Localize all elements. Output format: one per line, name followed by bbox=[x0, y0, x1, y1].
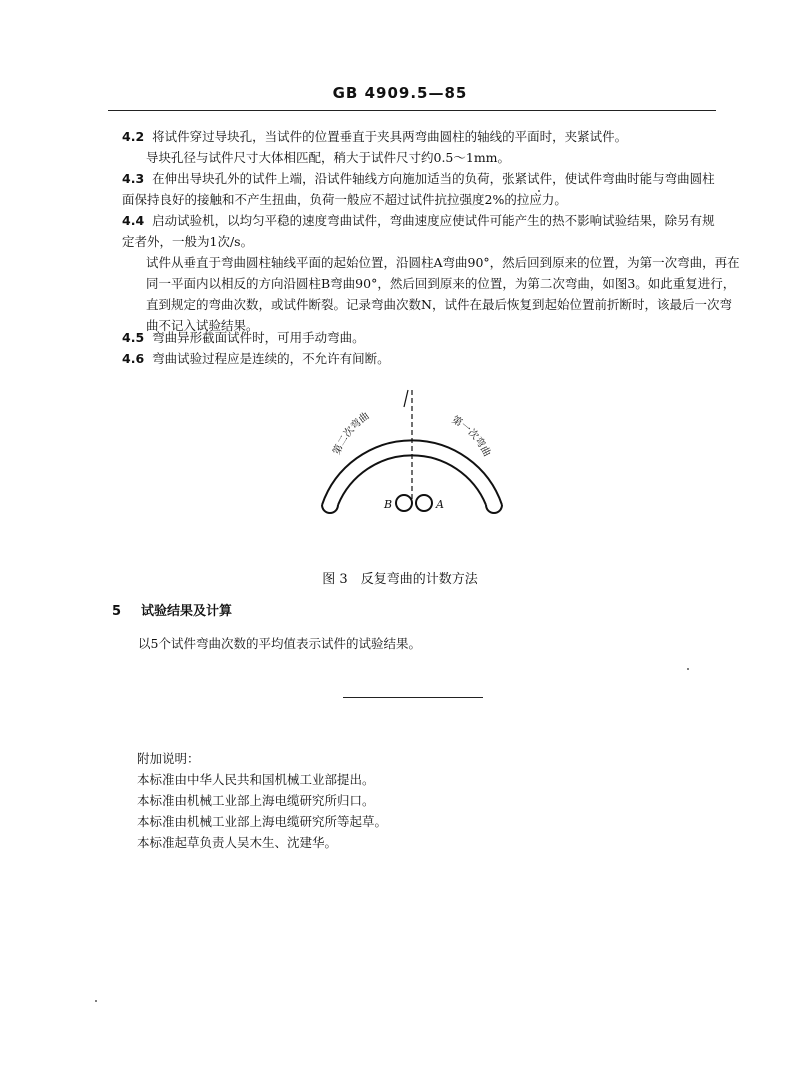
scan-speck bbox=[95, 1000, 97, 1002]
section-5-text: 以5个试件弯曲次数的平均值表示试件的试验结果。 bbox=[138, 636, 421, 651]
clause-number: 4.4 bbox=[122, 213, 145, 228]
clause-4-3 bbox=[122, 168, 718, 210]
clause-4-6 bbox=[122, 348, 718, 369]
second-bend-label: 第二次弯曲 bbox=[331, 410, 372, 457]
bending-diagram bbox=[300, 385, 540, 535]
section-number: 5 bbox=[112, 604, 122, 619]
notes-line: 本标准由中华人民共和国机械工业部提出。 bbox=[137, 772, 375, 787]
clause-text: 启动试验机，以均匀平稳的速度弯曲试件，弯曲速度应使试件可能产生的热不影响试验结果，除另有规定者外，一般为1次/s。 bbox=[122, 213, 715, 249]
notes-line: 本标准由机械工业部上海电缆研究所归口。 bbox=[137, 793, 375, 808]
notes-title: 附加说明： bbox=[137, 751, 200, 766]
additional-notes bbox=[137, 748, 387, 853]
clause-4-5 bbox=[122, 327, 718, 348]
clause-number: 4.5 bbox=[122, 330, 145, 345]
standard-code-header: GB 4909.5—85 bbox=[332, 84, 468, 102]
clause-number: 4.6 bbox=[122, 351, 145, 366]
clause-text: 试件从垂直于弯曲圆柱轴线平面的起始位置，沿圆柱A弯曲90°，然后回到原来的位置，为第一次弯曲，再在同一平面内以相反的方向沿圆柱B弯曲90°，然后回到原来的位置，为第二次弯曲，如图3。如此重复进行，直到规定的弯曲次数，或试件断裂。记录弯曲次数N，试件在最后恢复到起始位置前折断时，该最后一次弯曲不记入试验结果。 bbox=[146, 255, 740, 333]
clause-4-4-cont bbox=[122, 252, 742, 336]
label-b: B bbox=[384, 498, 393, 511]
section-5-heading bbox=[112, 600, 232, 619]
end-rule bbox=[343, 697, 483, 698]
first-bend-label: 第一次弯曲 bbox=[449, 414, 493, 459]
notes-line: 本标准由机械工业部上海电缆研究所等起草。 bbox=[137, 814, 388, 829]
right-end-cap bbox=[486, 505, 502, 513]
header-rule bbox=[108, 110, 716, 111]
clause-text: 将试件穿过导块孔，当试件的位置垂直于夹具两弯曲圆柱的轴线的平面时，夹紧试件。 bbox=[152, 129, 628, 144]
notes-line: 本标准起草负责人吴木生、沈建华。 bbox=[137, 835, 338, 850]
label-a: A bbox=[436, 498, 444, 511]
clause-4-2 bbox=[122, 126, 718, 147]
top-marker bbox=[404, 390, 408, 407]
cylinder-a bbox=[416, 495, 432, 511]
clause-4-2-cont bbox=[122, 147, 742, 168]
scan-speck bbox=[687, 668, 689, 670]
clause-number: 4.3 bbox=[122, 171, 145, 186]
clause-number: 4.2 bbox=[122, 129, 145, 144]
clause-text: 在伸出导块孔外的试件上端，沿试件轴线方向施加适当的负荷，张紧试件，使试件弯曲时能与弯曲圆柱面保持良好的接触和不产生扭曲，负荷一般应不超过试件抗拉强度2%的拉应力。 bbox=[122, 171, 715, 207]
clause-text: 导块孔径与试件尺寸大体相匹配，稍大于试件尺寸约0.5～1mm。 bbox=[146, 150, 511, 165]
clause-4-4 bbox=[122, 210, 718, 252]
clause-text: 弯曲异形截面试件时，可用手动弯曲。 bbox=[152, 330, 365, 345]
left-end-cap bbox=[322, 505, 338, 513]
scan-speck bbox=[538, 190, 540, 192]
clause-text: 弯曲试验过程应是连续的，不允许有间断。 bbox=[152, 351, 390, 366]
figure-caption: 图 3 反复弯曲的计数方法 bbox=[322, 572, 478, 587]
cylinder-b bbox=[396, 495, 412, 511]
section-title: 试验结果及计算 bbox=[141, 604, 233, 619]
